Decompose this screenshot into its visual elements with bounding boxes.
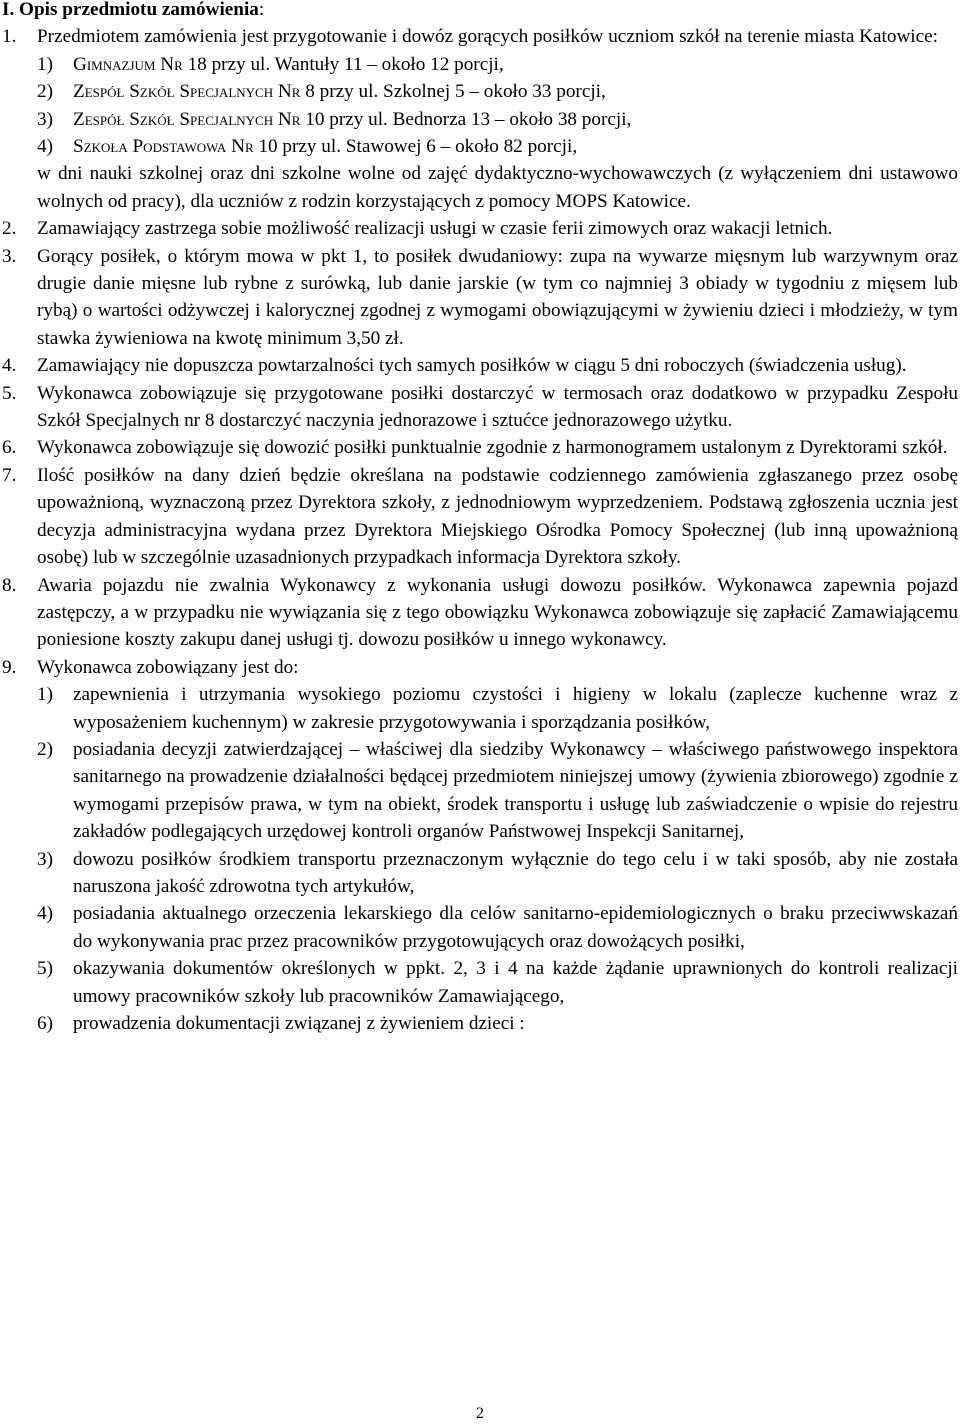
sub-item-text: okazywania dokumentów określonych w ppkt. 2, 3 i 4 na każde żądanie uprawnionych do kontroli realizacji umowy pracowników szkoły lub pracowników Zamawiającego,	[73, 958, 958, 1007]
item-number: 4.	[2, 355, 17, 377]
item-number: 1.	[2, 26, 17, 48]
section-title	[0, 0, 264, 23]
item-text: Wykonawca zobowiązany jest do:	[37, 656, 299, 678]
item-text-block	[37, 23, 958, 215]
sub-item-text: zapewnienia i utrzymania wysokiego poziomu czystości i higieny w lokalu (zaplecze kuchenne wraz z wyposażeniem kuchennym) w zakresie przygotowywania i sporządzania posiłków,	[73, 684, 958, 733]
page-number: 2	[476, 1405, 484, 1422]
sub-item	[0, 681, 958, 736]
sub-item-number: 2)	[37, 81, 53, 103]
sub-item-text	[73, 133, 958, 160]
list-item	[0, 243, 958, 353]
list-item	[0, 462, 958, 572]
sub-item-text: prowadzenia dokumentacji związanej z żywieniem dzieci :	[73, 1013, 525, 1035]
item-text: Wykonawca zobowiązuje się przygotowane posiłki dostarczyć w termosach oraz dodatkowo w przypadku Zespołu Szkół Specjalnych nr 8 dostarczyć naczynia jednorazowe i sztućce jednorazowego użytku.	[37, 382, 958, 432]
sub-item-number: 5)	[37, 958, 53, 980]
sub-item-text	[73, 51, 958, 78]
item-text: Awaria pojazdu nie zwalnia Wykonawcy z wykonania usługi dowozu posiłków. Wykonawca zapewnia pojazd zastępczy, a w przypadku nie wywiązania się z tego obowiązku Wykonawca zobowiązuje się zapłacić Zamawiającemu poniesione koszty zakupu danej usługi tj. dowozu posiłków u innego wykonawcy.	[37, 574, 958, 651]
list-item	[0, 352, 958, 379]
sub-item-text: posiadania decyzji zatwierdzającej – właściwej dla siedziby Wykonawcy – właściwego państwowego inspektora sanitarnego na prowadzenie działalności będącej przedmiotem niniejszej umowy (żywienia zbiorowego) zgodnie z wymogami przepisów prawa, w tym na obiekt, środek transportu i usługę lub zaświadczenie o wpisie do rejestru zakładów podlegających urzędowej kontroli organów Państwowej Inspekcji Sanitarnej,	[73, 738, 958, 843]
sub-item	[37, 106, 958, 133]
school-name: Zespół Szkół Specjalnych Nr	[73, 108, 301, 130]
item-number: 9.	[2, 656, 17, 678]
item-number: 2.	[2, 218, 17, 240]
item-text: Gorący posiłek, o którym mowa w pkt 1, to posiłek dwudaniowy: zupa na wywarze mięsnym lub warzywnym oraz drugie danie mięsne lub rybne z surówką, lub danie jarskie (w tym co najmniej 3 obiady w tygodniu z mięsem lub rybą) o wartości odżywczej i kalorycznej zgodnej z wymogami obowiązującymi w żywieniu dzieci i młodzieży, w tym stawka żywieniowa na kwotę minimum 3,50 zł.	[37, 245, 958, 349]
school-name: Zespół Szkół Specjalnych Nr 8	[73, 81, 315, 103]
sub-item-number: 4)	[37, 903, 53, 925]
list-item	[0, 654, 958, 681]
list-item	[0, 23, 958, 215]
sub-item-number: 3)	[37, 108, 53, 130]
sub-item-text	[73, 78, 958, 105]
sub-item	[37, 51, 958, 78]
item-text: Przedmiotem zamówienia jest przygotowanie i dowóz gorących posiłków uczniom szkół na terenie miasta Katowice:	[37, 26, 938, 48]
list-item	[0, 572, 958, 654]
item-text: Zamawiający zastrzega sobie możliwość realizacji usługi w czasie ferii zimowych oraz wakacji letnich.	[37, 218, 833, 240]
list-item	[0, 434, 958, 461]
sub-item-number: 4)	[37, 136, 53, 158]
item-number: 5.	[2, 382, 17, 404]
document-body	[0, 23, 958, 1037]
school-name: Gimnazjum Nr 18	[73, 53, 207, 75]
item-number: 7.	[2, 464, 17, 486]
list-item	[0, 215, 958, 242]
sub-item-text: dowozu posiłków środkiem transportu przeznaczonym wyłącznie do tego celu i w taki sposób, aby nie została naruszona jakość zdrowotna tych artykułów,	[73, 848, 958, 897]
item-text-continuation: w dni nauki szkolnej oraz dni szkolne wolne od zajęć dydaktyczno-wychowawczych (z wyłączeniem dni ustawowo wolnych od pracy), dla uczniów z rodzin korzystających z pomocy MOPS Katowice.	[37, 163, 958, 212]
sub-item	[0, 955, 958, 1010]
sub-item	[0, 1010, 958, 1037]
school-address: 10 przy ul. Bednorza 13 – około 38 porcji,	[300, 108, 632, 130]
sub-item	[37, 78, 958, 105]
sub-item-number: 1)	[37, 684, 53, 706]
item-number: 3.	[2, 245, 17, 267]
sub-item	[0, 846, 958, 901]
item-text: Zamawiający nie dopuszcza powtarzalności tych samych posiłków w ciągu 5 dni roboczych (świadczenia usług).	[37, 355, 907, 377]
school-name: Szkoła Podstawowa Nr	[73, 136, 254, 158]
school-address: przy ul. Wantuły 11 – około 12 porcji,	[206, 53, 504, 75]
school-address: przy ul. Szkolnej 5 – około 33 porcji,	[314, 81, 606, 103]
item-text: Wykonawca zobowiązuje się dowozić posiłki punktualnie zgodnie z harmonogramem ustalonym z Dyrektorami szkół.	[37, 437, 948, 459]
item-text: Ilość posiłków na dany dzień będzie określana na podstawie codziennego zamówienia zgłaszanego przez osobę upoważnioną, wyznaczoną przez Dyrektora szkoły, z jednodniowym wyprzedzeniem. Podstawą zgłoszenia ucznia jest decyzja administracyjna wydana przez Dyrektora Miejskiego Ośrodka Pomocy Społecznej (lub inną upoważnioną osobę) lub w szczególnie uzasadnionych przypadkach informacja Dyrektora szkoły.	[37, 464, 958, 569]
school-address: 10 przy ul. Stawowej 6 – około 82 porcji,	[253, 136, 578, 158]
sub-item-number: 1)	[37, 53, 53, 75]
sub-item-text: posiadania aktualnego orzeczenia lekarskiego dla celów sanitarno-epidemiologicznych o braku przeciwwskazań do wykonywania prac przez pracowników przygotowujących oraz dowożących posiłki,	[73, 903, 958, 952]
list-item	[0, 380, 958, 435]
sub-item-number: 3)	[37, 848, 53, 870]
section-title-colon: :	[258, 0, 265, 20]
sub-item-text	[73, 106, 958, 133]
sub-item	[0, 900, 958, 955]
sub-item-number: 6)	[37, 1013, 53, 1035]
item-number: 8.	[2, 574, 17, 596]
item-number: 6.	[2, 437, 17, 459]
section-title-text: I. Opis przedmiotu zamówienia	[2, 0, 259, 20]
sub-item-number: 2)	[37, 738, 53, 760]
sub-item	[0, 736, 958, 846]
sub-item	[37, 133, 958, 160]
